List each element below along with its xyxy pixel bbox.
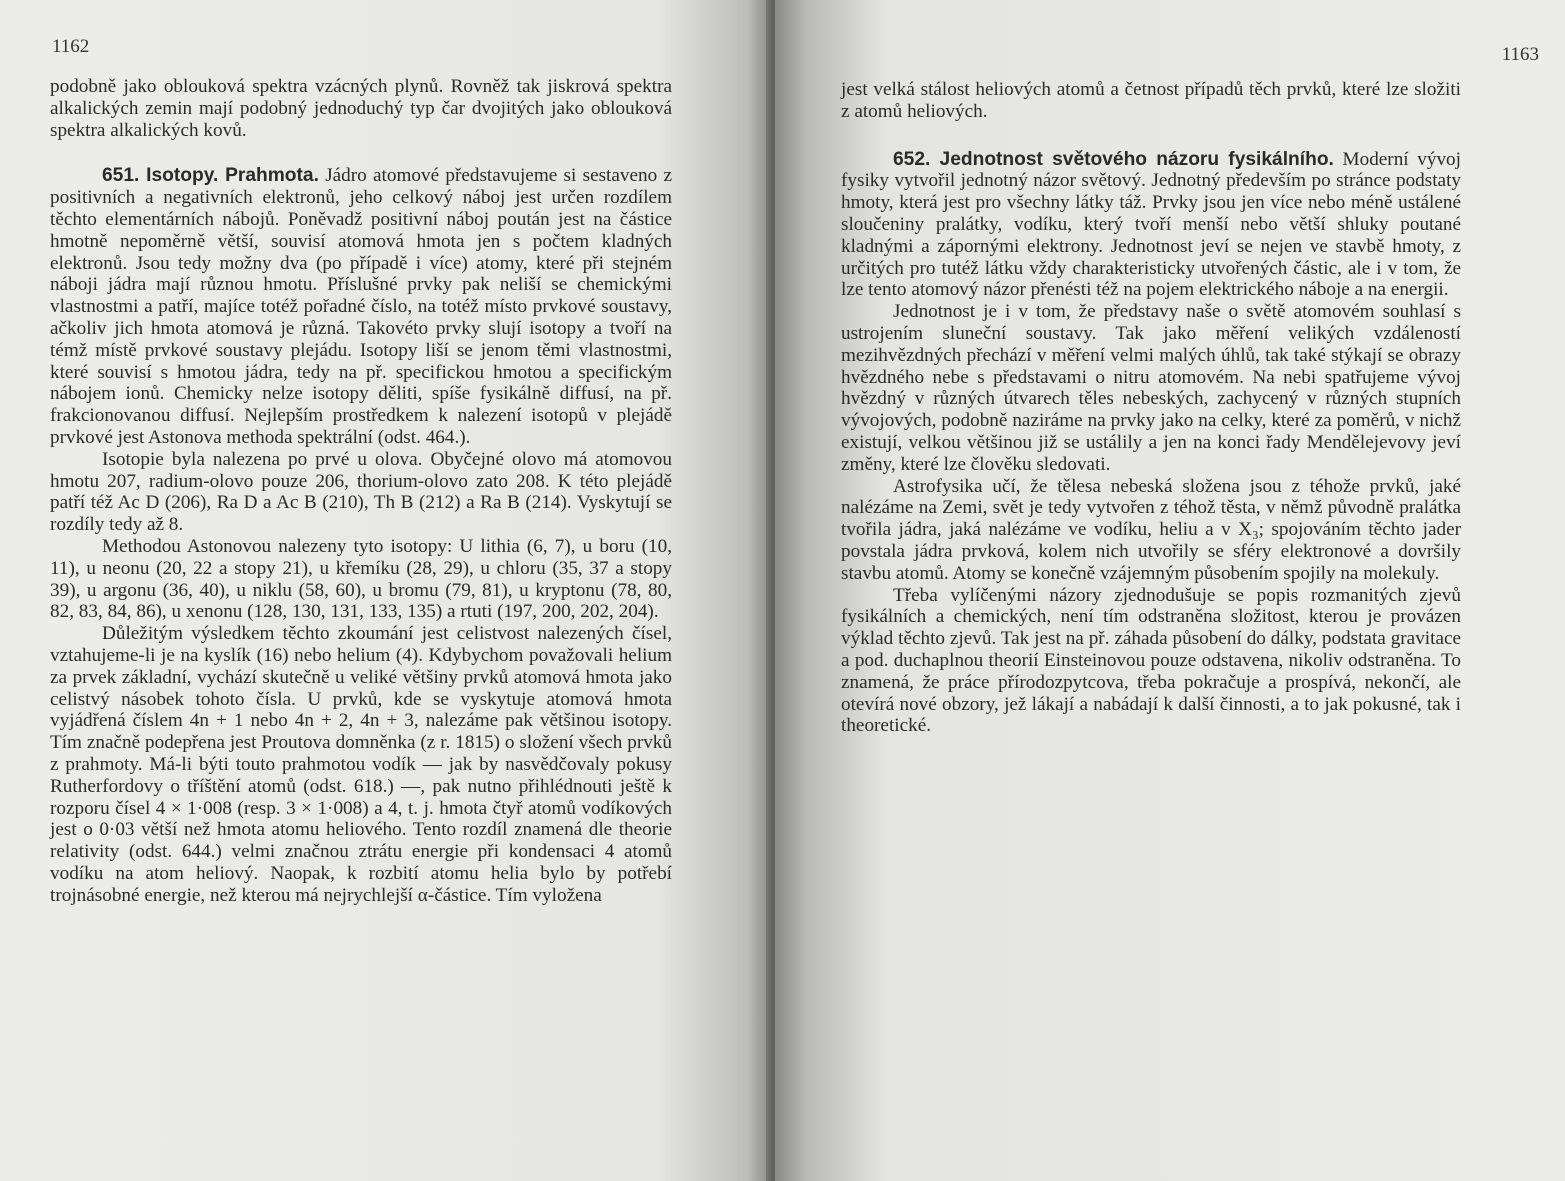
- left-page: [0, 0, 770, 1181]
- right-page: [775, 0, 1565, 1181]
- paragraph: Methodou Astonovou nalezeny tyto isotopy: U lithia (6, 7), u boru (10, 11), u neonu (20, 22 a stopy 21), u křemíku (28, 29), u chloru (35, 37 a stopy 39), u argonu (36, 40), u niklu (58, 60), u bromu (79, 81), u kryptonu (78, 80, 82, 83, 84, 86), u xenonu (128, 130, 131, 133, 135) a rtuti (197, 200, 202, 204).: [50, 535, 672, 623]
- page-number-left: 1162: [52, 36, 90, 57]
- paragraph: Astrofysika učí, že tělesa nebeská složena jsou z téhože prvků, jaké nalézáme na Zemi, svět je tedy vytvořen z téhož těsta, v němž původně pralátka tvořila jádra, jaká nalézáme ve vodíku, heliu a v X₃; spojováním těchto jader povstala jádra prvková, kolem nich utvořily se sféry elektronové a dovršily stavbu atomů. Atomy se konečně vzájemným působením spojily na molekuly.: [841, 475, 1461, 584]
- paragraph: podobně jako oblouková spektra vzácných plynů. Rovněž tak jiskrová spektra alkalických zemin mají podobný jednoduchý typ čar dvojitých jako oblouková spektra alkalických kovů.: [50, 76, 672, 141]
- paragraph: Důležitým výsledkem těchto zkoumání jest celistvost nalezených čísel, vztahujeme-li je na kyslík (16) nebo helium (4). Kdybychom považovali helium za prvek základní, vychází skutečně u veliké většiny prvků atomová hmota jako celistvý násobek tohoto čísla. U prvků, kde se vyskytuje atomová hmota vyjádřená číslem 4n + 1 nebo 4n + 2, 4n + 3, nalezáme pak většinou isotopy. Tím značně podepřena jest Proutova domněnka (z r. 1815) o složení všech prvků z prahmoty. Má-li býti touto prahmotou vodík — jak by nasvědčovaly pokusy Rutherfordovy o tříštění atomů (odst. 618.) —, pak nutno přihlédnouti ještě k rozporu čísel 4 × 1·008 (resp. 3 × 1·008) a 4, t. j. hmota čtyř atomů vodíkových jest o 0·03 větší než hmota atomu heliového. Tento rozdíl znamená dle theorie relativity (odst. 644.) velmi značnou ztrátu energie při kondensaci 4 atomů vodíku na atom heliový. Naopak, k rozbití atomu helia bylo by potřebí trojnásobné energie, než kterou má nejrychlejší α-částice. Tím vyložena: [50, 623, 672, 906]
- paragraph: Jednotnost je i v tom, že představy naše o světě atomovém souhlasí s ustrojením sluneční soustavy. Tak jako měření velikých vzdáleností mezihvězdných přechází v měření velmi malých úhlů, tak také stýkají se obrazy hvězdného nebe s představami o nitru atomovém. Na nebi spatřujeme vývoj hvězdný v různých útvarech těles nebeských, zachycený v různých stupních vývojových, podobně naziráme na prvky jako na celky, které za poměrů, v nichž existují, velkou většinou již se ustálily a jen na konci řady Mendělejevovy jeví změny, které lze člověku sledovati.: [841, 301, 1461, 475]
- paragraph: jest velká stálost heliových atomů a četnost případů těch prvků, které lze složiti z atomů heliových.: [841, 79, 1461, 122]
- page-number-right: 1163: [1501, 44, 1539, 65]
- section-heading: 651. Isotopy. Prahmota.: [102, 165, 319, 187]
- section-651: [50, 165, 672, 448]
- right-text-column: [841, 79, 1461, 737]
- section-652: [841, 149, 1461, 302]
- paragraph: Třeba vylíčenými názory zjednodušuje se popis rozmanitých zjevů fysikálních a chemických, není tím odstraněna složitost, kterou je provázen výklad těchto zjevů. Tak jest na př. záhada působení do dálky, podstata gravitace a pod. duchaplnou theorií Einsteinovou pouze odstavena, nikoliv odstraněna. To znamená, že práce přírodozpytcova, třeba pokračuje a prospívá, nekončí, ale otevírá nové obzory, jež lákají a nabádají k další činnosti, a to jak pokusné, tak i theoretické.: [841, 584, 1461, 737]
- left-text-column: [50, 76, 672, 906]
- section-body: Moderní vývoj fysiky vytvořil jednotný názor světový. Jednotný především po stránce podstaty hmoty, která jest pro všechny látky táž. Prvky jsou jen více nebo méně ustálené sloučeniny pralátky, vodíku, který tvoří menší nebo větší shluky poutané kladnými a zápornými elektrony. Jednotnost jeví se nejen ve stavbě hmoty, z určitých pro tutéž látku vždy charakteristicky utvořených částic, ale i v tom, že lze tento atomový názor přenésti též na pojem elektrického náboje a na energii.: [841, 148, 1461, 301]
- section-body: Jádro atomové představujeme si sestaveno z positivních a negativních elektronů, jeho celkový náboj jest určen rozdílem těchto elementárních nábojů. Poněvadž positivní náboj poután jest na částice hmotně nepoměrně větší, souvisí atomová hmota jen s počtem kladných elektronů. Jsou tedy možny dva (po případě i více) atomy, které při stejném náboji jádra mají různou hmotu. Příslušné prvky pak neliší se chemickými vlastnostmi a patří, majíce totéž pořadné číslo, na totéž místo prvkové soustavy, ačkoliv jich hmota atomová je různá. Takovéto prvky slují isotopy a tvoří na témž místě prvkové soustavy plejádu. Isotopy liší se jenom těmi vlastnostmi, které souvisí s hmotou jádra, tedy na př. specifickou hmotou a specifickým nábojem ionů. Chemicky nelze isotopy děliti, spíše fysikálně diffusí, na př. frakcionovanou diffusí. Nejlepším prostředkem k nalezení isotopů v plejádě prvkové jest Astonova methoda spektrální (odst. 464.).: [50, 165, 672, 448]
- section-heading: 652. Jednotnost světového názoru fysikálního.: [893, 148, 1334, 170]
- paragraph: Isotopie byla nalezena po prvé u olova. Obyčejné olovo má atomovou hmotu 207, radium-olovo pouze 206, thorium-olovo zato 208. K této plejádě patří též Ac D (206), Ra D a Ac B (210), Th B (212) a Ra B (214). Vyskytují se rozdíly tedy až 8.: [50, 448, 672, 536]
